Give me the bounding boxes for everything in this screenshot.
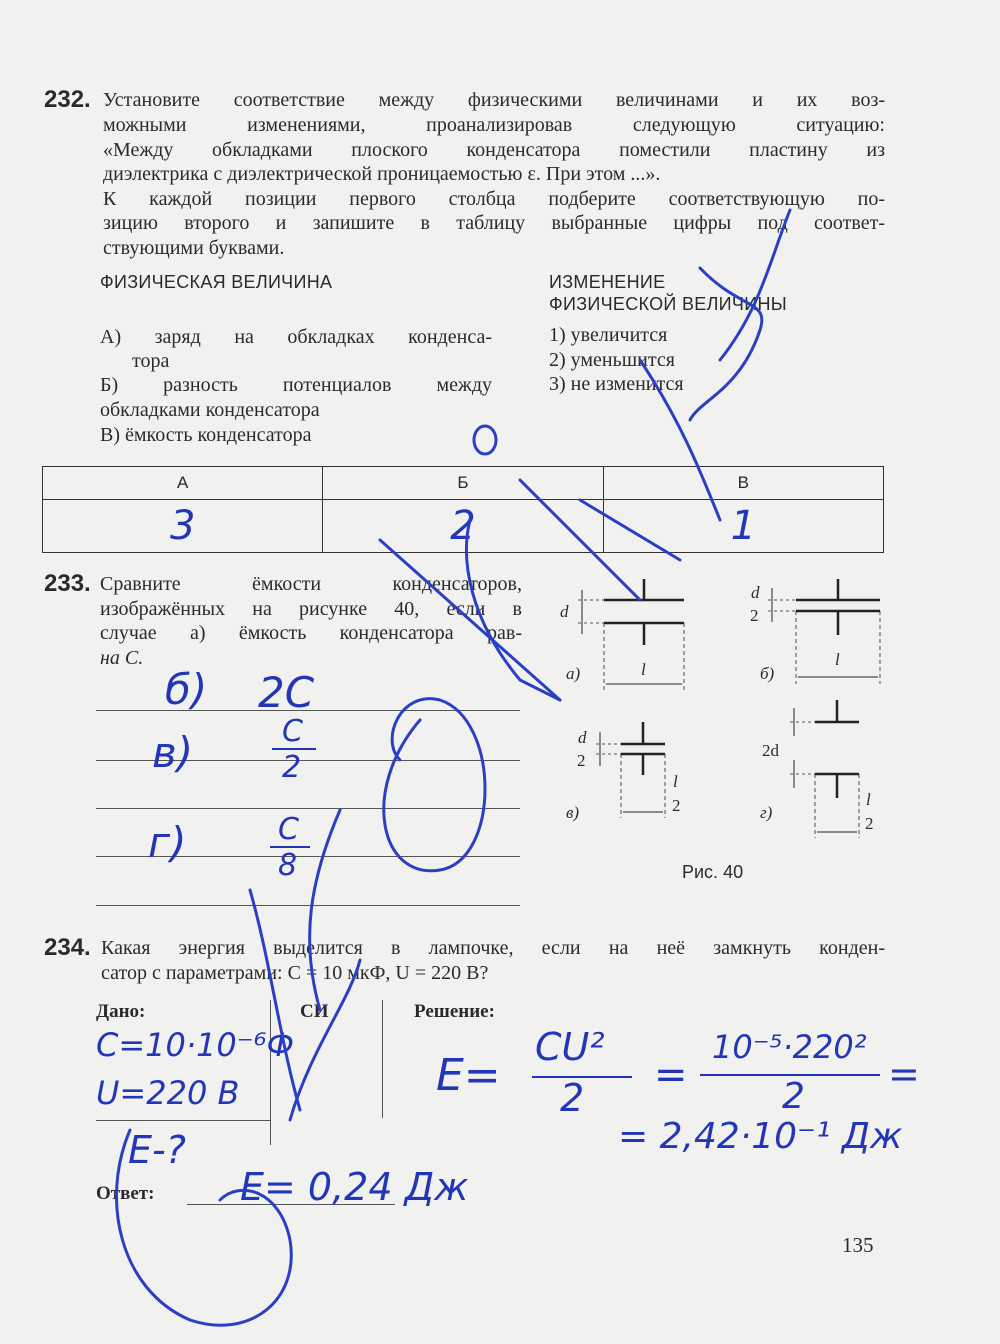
fig-v-2: 2: [577, 751, 586, 770]
col2-header-1: ИЗМЕНЕНИЕ: [549, 272, 666, 292]
answer-b: 2: [450, 503, 476, 549]
fig-label-a: а): [566, 664, 581, 683]
hw-234-formula-num: CU²: [535, 1025, 605, 1069]
fig-b-l: l: [835, 650, 840, 669]
fig-g-l: l: [866, 790, 871, 809]
hw-233-row1-label: б): [165, 665, 208, 714]
quantity-a-line-2: тора: [132, 350, 170, 372]
hw-234-sub-eq: =: [888, 1052, 920, 1096]
fig-a-l: l: [641, 660, 646, 679]
fig-b-2: 2: [750, 606, 759, 625]
fig-v-l: l: [673, 772, 678, 791]
hw-233-row1-value: 2C: [258, 668, 315, 717]
solution-label: Решение:: [414, 1001, 495, 1022]
fig-v-l2: 2: [672, 796, 681, 815]
change-2: 2) уменьшится: [549, 349, 675, 371]
quantity-b-line-1: Б) разность потенциалов между: [100, 374, 492, 396]
hw-234-answer: E= 0,24 Дж: [240, 1165, 469, 1209]
pen-scribbles: [117, 210, 791, 1325]
problem-233-line-3: случае а) ёмкость конденсатора рав-: [100, 622, 522, 644]
fig-a-d: d: [560, 602, 569, 621]
quantity-v: В) ёмкость конденсатора: [100, 424, 312, 446]
hw-234-result: = 2,42·10⁻¹ Дж: [618, 1116, 903, 1157]
hw-234-formula-lhs: E=: [436, 1050, 501, 1101]
problem-232-line-3: «Между обкладками плоского конденсатора поместили пластину из: [103, 139, 885, 161]
quantity-b-line-2: обкладками конденсатора: [100, 399, 320, 421]
pen-check-mark: [690, 268, 762, 420]
figure-40: [578, 579, 880, 838]
hw-234-given-1: C=10·10⁻⁶Ф: [96, 1026, 295, 1064]
hw-233-row2-label: в): [152, 728, 194, 777]
answer-v: 1: [730, 503, 757, 549]
answer-label: Ответ:: [96, 1183, 155, 1204]
problem-232-line-4: диэлектрика с диэлектрической проницаемостью ε. При этом ...».: [103, 163, 661, 185]
fig-b-d: d: [751, 583, 760, 602]
fig-g-l2: 2: [865, 814, 874, 833]
problem-233-number: 233.: [44, 570, 91, 597]
fig-label-v: в): [566, 803, 580, 822]
hw-233-row2-num: C: [282, 714, 303, 749]
problem-233-line-2: изображённых на рисунке 40, если в: [100, 598, 522, 620]
hw-234-sub-num: 10⁻⁵·220²: [712, 1028, 867, 1066]
hw-234-sub-den: 2: [782, 1076, 805, 1117]
quantity-a-line-1: А) заряд на обкладках конденса-: [100, 326, 492, 348]
hw-233-row3-label: г): [148, 818, 187, 867]
col2-header-2: ФИЗИЧЕСКОЙ ВЕЛИЧИНЫ: [549, 294, 787, 314]
hw-233-row3-num: C: [278, 812, 299, 847]
problem-234-number: 234.: [44, 934, 91, 961]
table-header-a: А: [43, 467, 323, 500]
problem-234-line-2: сатор с параметрами: C = 10 мкФ, U = 220 В?: [101, 962, 489, 984]
col1-header: ФИЗИЧЕСКАЯ ВЕЛИЧИНА: [100, 272, 333, 292]
answer-a: 3: [169, 503, 196, 549]
hw-233-row3-den: 8: [278, 848, 298, 883]
hw-234-given-2: U=220 В: [96, 1074, 240, 1112]
page-number: 135: [842, 1233, 874, 1257]
fig-label-b: б): [760, 664, 775, 683]
given-label: Дано:: [96, 1001, 146, 1022]
pen-circle-small: [474, 426, 496, 454]
problem-232-number: 232.: [44, 86, 91, 113]
problem-232-line-6: зицию второго и запишите в таблицу выбранные цифры под соответ-: [103, 212, 885, 234]
figure-caption: Рис. 40: [682, 862, 744, 882]
problem-232-line-2: можными изменениями, проанализировав следующую ситуацию:: [103, 114, 885, 136]
problem-232-line-1: Установите соответствие между физическими величинами и их воз-: [103, 89, 885, 111]
pen-loop-bottom: [117, 1130, 292, 1325]
problem-232-line-7: ствующими буквами.: [103, 237, 285, 259]
change-1: 1) увеличится: [549, 324, 668, 346]
table-header-v: В: [603, 467, 883, 500]
change-3: 3) не изменится: [549, 373, 684, 395]
fig-label-g: г): [760, 803, 773, 822]
table-header-b: Б: [323, 467, 603, 500]
problem-233-line-1: Сравните ёмкости конденсаторов,: [100, 573, 522, 595]
fig-g-2d: 2d: [762, 741, 779, 760]
hw-234-eq: =: [654, 1052, 688, 1098]
problem-233-line-4: на C.: [100, 647, 144, 669]
fig-v-d: d: [578, 728, 587, 747]
hw-234-formula-den: 2: [560, 1076, 585, 1120]
problem-234-line-1: Какая энергия выделится в лампочке, если на неё замкнуть конден-: [101, 937, 885, 959]
si-label: СИ: [300, 1001, 329, 1022]
hw-233-row2-den: 2: [282, 750, 302, 785]
pen-circle-large: [384, 699, 485, 871]
hw-234-find: E-?: [128, 1128, 186, 1172]
problem-232-line-5: К каждой позиции первого столбца подберите соответствующую по-: [103, 188, 885, 210]
